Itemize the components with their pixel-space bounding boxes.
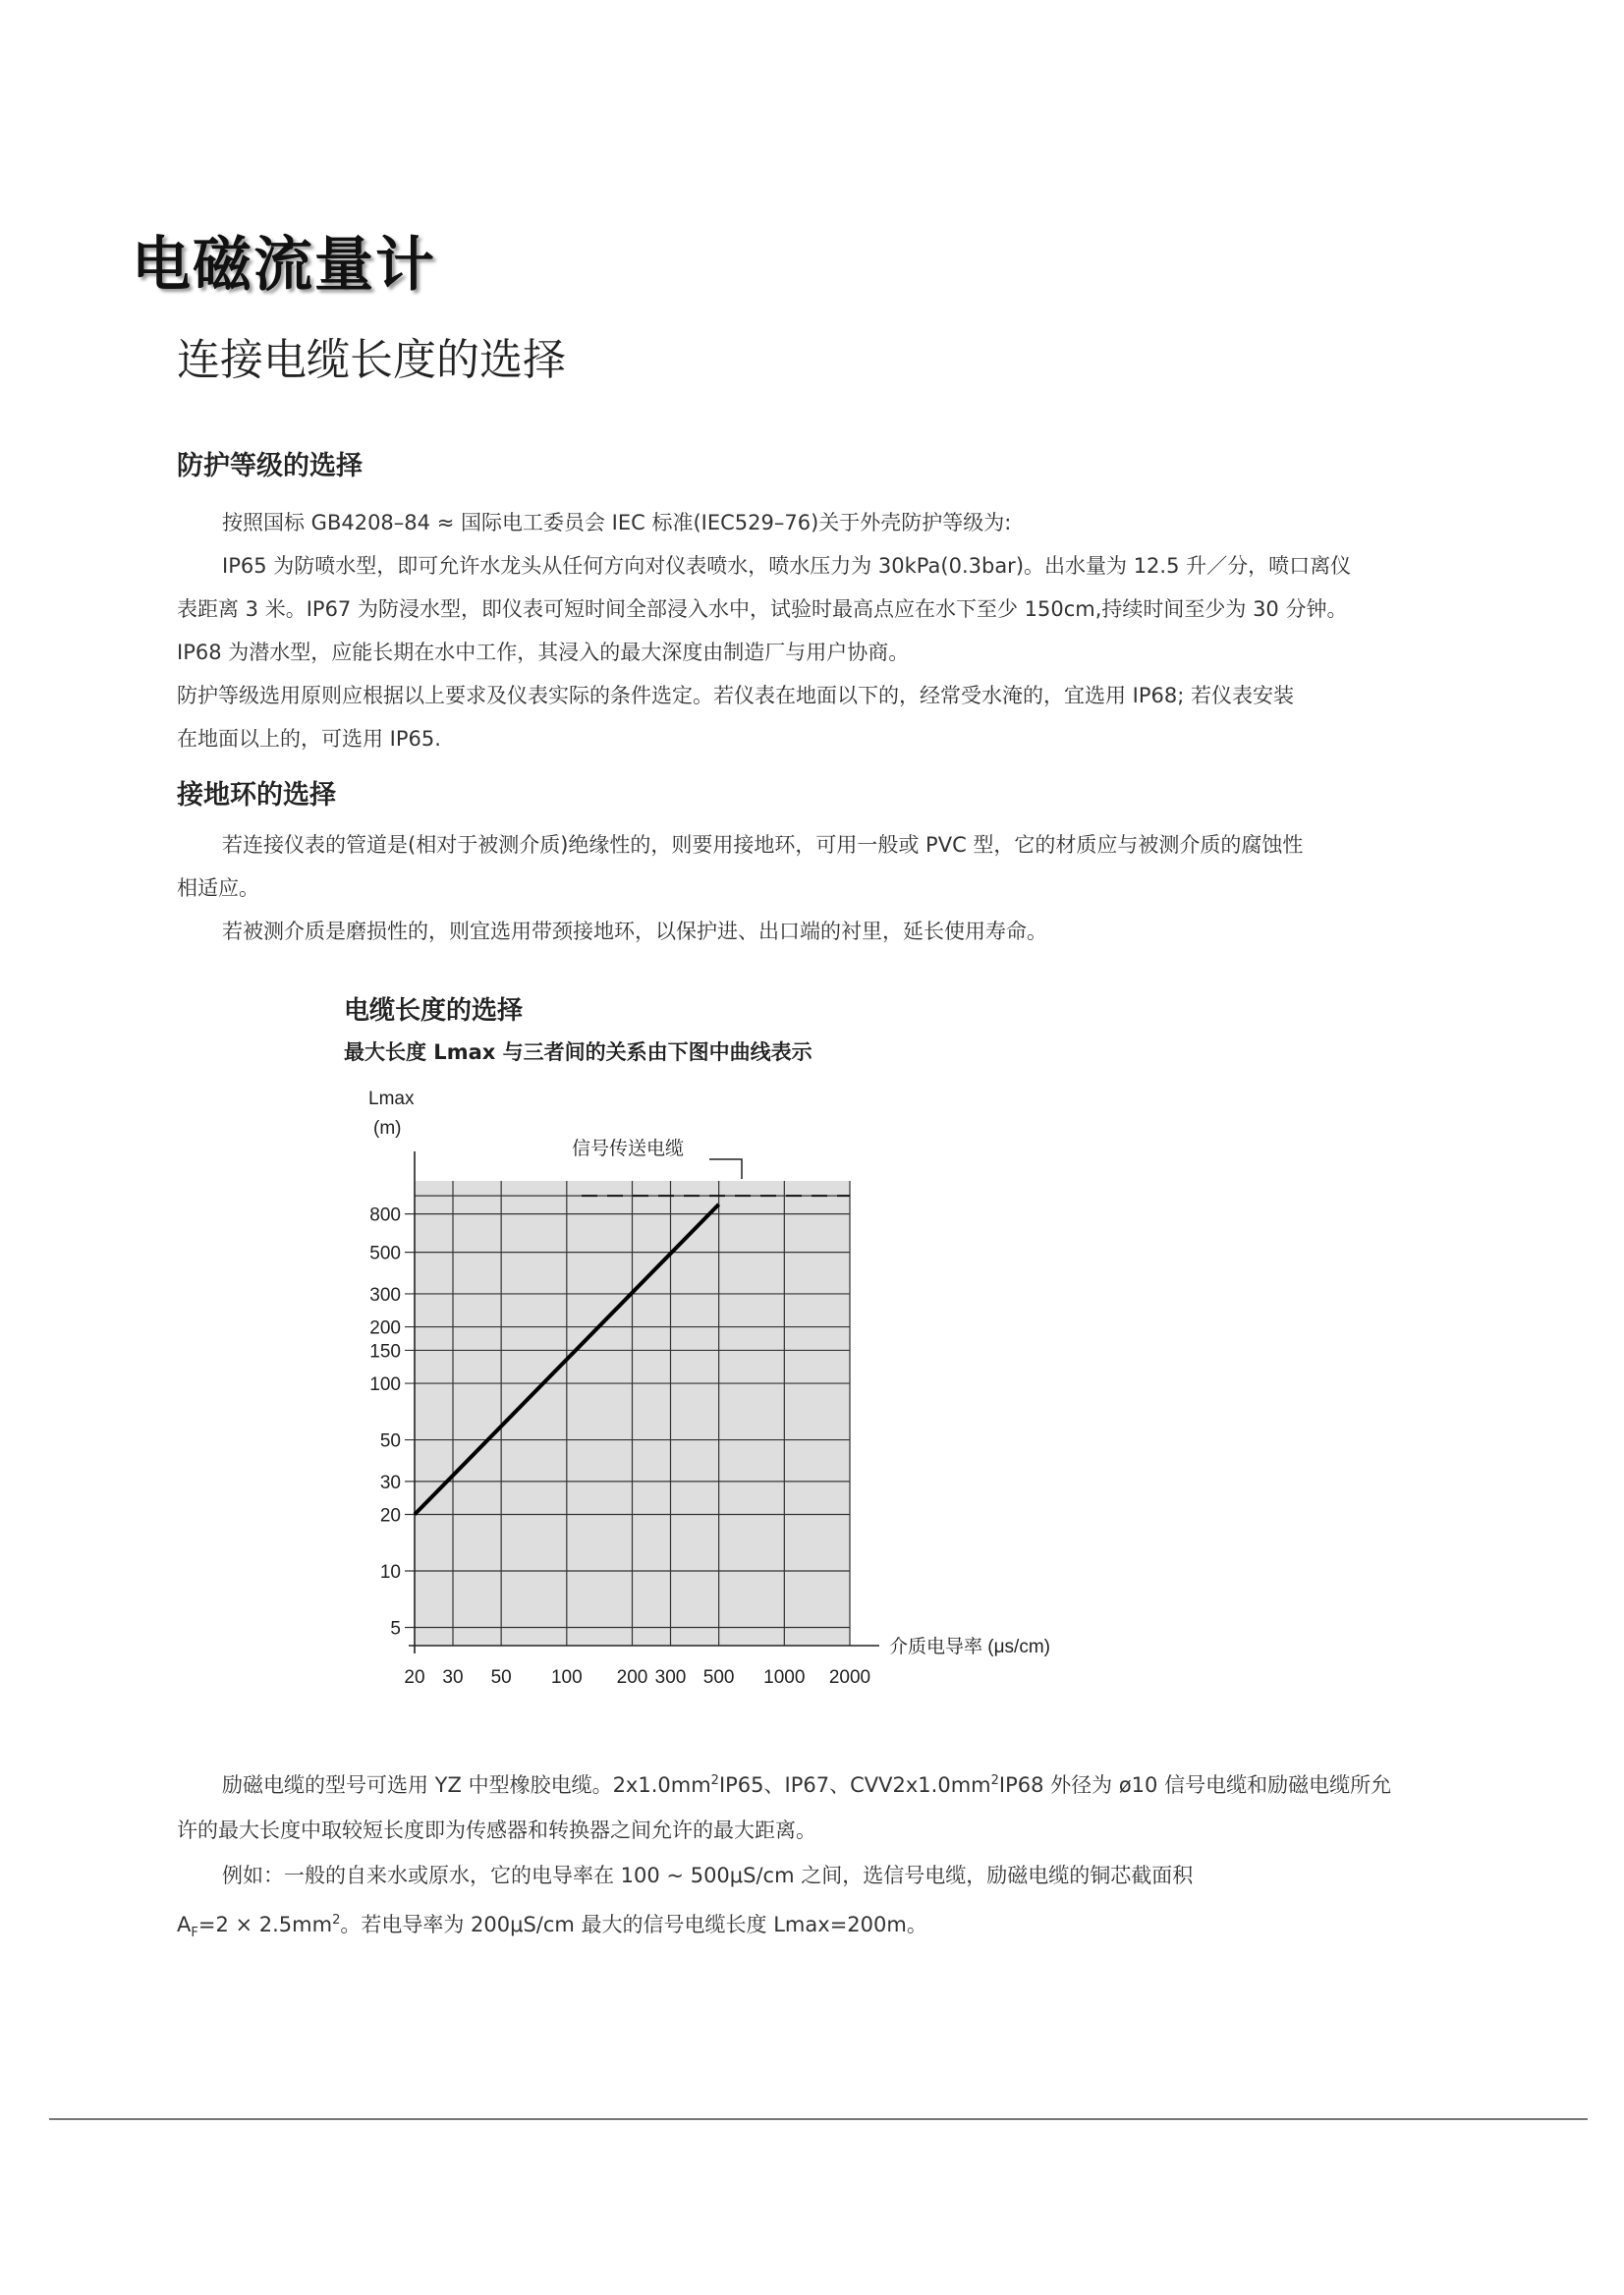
cable-note-text: A	[177, 1913, 192, 1936]
section-heading-ground: 接地环的选择	[177, 780, 336, 811]
x-tick-label: 100	[550, 1667, 583, 1688]
superscript: 2	[990, 1773, 999, 1788]
ground-line: 相适应。	[177, 876, 259, 900]
annotation-leader	[709, 1159, 742, 1179]
y-axis-unit: (m)	[373, 1118, 402, 1139]
ground-paragraph	[177, 823, 1444, 953]
superscript: 2	[710, 1773, 719, 1788]
y-tick-label: 200	[369, 1317, 401, 1339]
y-tick-label: 800	[369, 1204, 401, 1226]
x-tick-label: 300	[654, 1667, 687, 1688]
x-tick-label: 2000	[828, 1667, 871, 1688]
y-tick-label: 30	[379, 1472, 401, 1493]
cable-note-line	[177, 1759, 1444, 1808]
ground-line: 若连接仪表的管道是(相对于被测介质)绝缘性的，则要用接地环，可用一般或 PVC 型，它的材质应与被测介质的腐蚀性	[222, 833, 1304, 857]
cable-note-text: =2 × 2.5mm	[197, 1913, 333, 1936]
x-tick-label: 30	[442, 1667, 464, 1688]
chart-subheading: 最大长度 Lmax 与三者间的关系由下图中曲线表示	[344, 1040, 812, 1064]
cable-note-line: 例如：一般的自来水或原水，它的电导率在 100 ~ 500μS/cm 之间，选信号电缆，励磁电缆的铜芯截面积	[222, 1864, 1194, 1887]
protection-line: IP68 为潜水型，应能长期在水中工作，其浸入的最大深度由制造厂与用户协商。	[177, 641, 910, 664]
cable-note-text: IP65、IP67、CVV2x1.0mm	[718, 1773, 991, 1797]
cable-note-line	[177, 1898, 1444, 1956]
superscript: 2	[332, 1913, 341, 1928]
chart-heading: 电缆长度的选择	[344, 996, 524, 1026]
cable-note-text: 。若电导率为 200μS/cm 最大的信号电缆长度 Lmax=200m。	[340, 1913, 927, 1936]
protection-line: IP65 为防喷水型，即可允许水龙头从任何方向对仪表喷水，喷水压力为 30kPa(0.3bar)。出水量为 12.5 升／分，喷口离仪	[222, 554, 1352, 578]
page-title: 电磁流量计	[132, 231, 436, 300]
cable-note-text: 励磁电缆的型号可选用 YZ 中型橡胶电缆。2x1.0mm	[222, 1773, 711, 1797]
cable-note-text: IP68 外径为 ø10 信号电缆和励磁电缆所允	[998, 1773, 1392, 1797]
y-tick-label: 300	[369, 1284, 401, 1306]
series-annotation: 信号传送电缆	[572, 1138, 685, 1159]
x-tick-label: 500	[702, 1667, 735, 1688]
page-subtitle: 连接电缆长度的选择	[177, 335, 566, 385]
y-tick-label: 5	[390, 1618, 401, 1640]
y-tick-label: 20	[379, 1505, 401, 1527]
y-tick-label: 50	[379, 1430, 401, 1452]
cable-length-chart	[324, 1071, 1110, 1709]
x-tick-label: 200	[616, 1667, 648, 1688]
y-axis-label: Lmax	[368, 1089, 415, 1109]
protection-line: 表距离 3 米。IP67 为防浸水型，即仪表可短时间全部浸入水中，试验时最高点应在水下至少 150cm,持续时间至少为 30 分钟。	[177, 597, 1348, 621]
protection-line: 按照国标 GB4208–84 ≈ 国际电工委员会 IEC 标准(IEC529–76)关于外壳防护等级为:	[222, 511, 1012, 534]
ground-line: 若被测介质是磨损性的，则宜选用带颈接地环，以保护进、出口端的衬里，延长使用寿命。	[222, 920, 1047, 943]
y-tick-label: 500	[369, 1243, 401, 1264]
protection-paragraph	[177, 501, 1444, 760]
x-tick-label: 50	[490, 1667, 512, 1688]
y-tick-label: 10	[379, 1562, 401, 1584]
x-tick-label: 1000	[763, 1667, 806, 1688]
cable-note-line: 许的最大长度中取较短长度即为传感器和转换器之间允许的最大距离。	[177, 1819, 816, 1842]
protection-line: 在地面以上的，可选用 IP65.	[177, 727, 441, 751]
bottom-rule	[49, 2118, 1588, 2120]
protection-line: 防护等级选用原则应根据以上要求及仪表实际的条件选定。若仪表在地面以下的，经常受水淹的，宜选用 IP68; 若仪表安装	[177, 684, 1294, 707]
cable-notes	[177, 1759, 1444, 1956]
section-heading-protection: 防护等级的选择	[177, 451, 363, 481]
x-tick-label: 20	[404, 1667, 425, 1688]
y-tick-label: 100	[369, 1374, 401, 1396]
subscript: F	[191, 1926, 198, 1941]
x-axis-label: 介质电导率 (μs/cm)	[889, 1637, 1050, 1657]
y-tick-label: 150	[369, 1341, 401, 1363]
